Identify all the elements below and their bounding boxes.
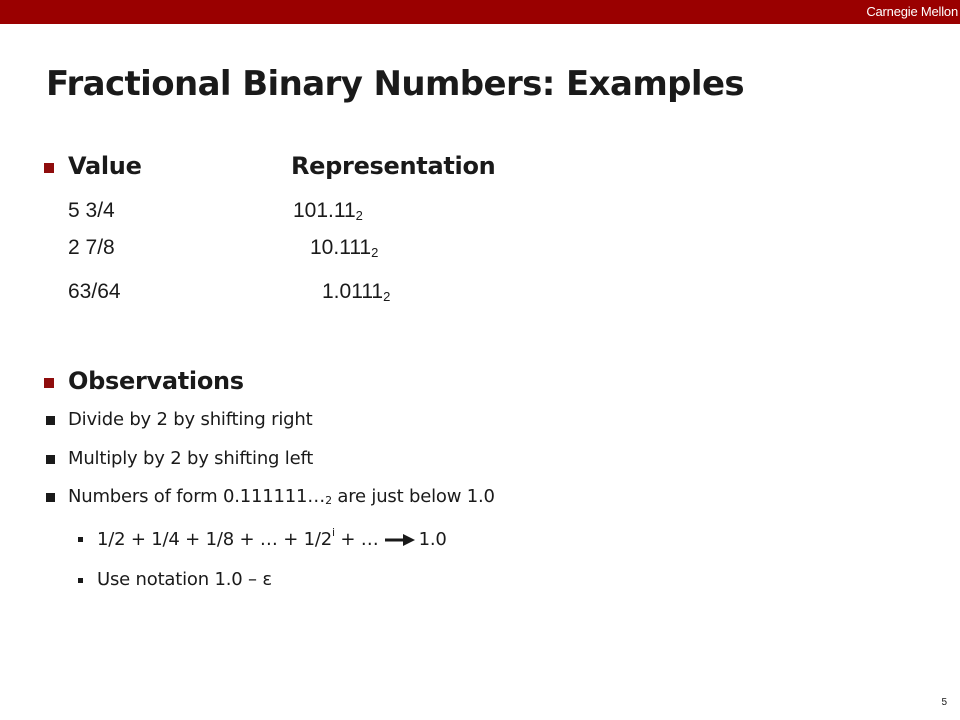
header-bar [0,0,960,24]
bullet-icon [78,578,83,583]
observation-item: Multiply by 2 by shifting left [68,448,314,469]
value-column-header: Value [68,152,142,180]
table-row-value: 63/64 [68,280,121,303]
table-row-value: 5 3/4 [68,199,115,222]
bullet-icon [44,163,54,173]
representation-column-header: Representation [291,152,496,180]
base-subscript: 2 [383,289,391,304]
observation-subitem: Use notation 1.0 – ε [97,569,272,590]
table-row-value: 2 7/8 [68,236,115,259]
bullet-icon [78,537,83,542]
right-arrow-icon [385,533,415,547]
table-row-representation: $1.0111_2$ [322,280,391,304]
observation-item: Numbers of form $0.111111\dots_2$ are just below 1.0 [68,486,495,507]
bullet-icon [46,493,55,502]
observations-heading: Observations [68,367,244,395]
base-subscript: 2 [325,494,332,507]
base-subscript: 2 [355,208,363,223]
table-row-representation: $101.11_2$ [293,199,363,223]
base-subscript: 2 [371,245,379,260]
bullet-icon [46,416,55,425]
exponent-superscript: i [331,526,335,539]
bullet-icon [46,455,55,464]
table-row-representation: $10.111_2$ [310,236,379,260]
brand-label: Carnegie Mellon [866,4,958,19]
slide-title: Fractional Binary Numbers: Examples [46,64,745,104]
observation-item: Divide by 2 by shifting right [68,409,313,430]
observation-subitem: 1/2 + 1/4 + 1/8 + … + $1/2^i$ + … 1.0 [97,526,447,550]
bullet-icon [44,378,54,388]
page-number: 5 [941,697,947,708]
